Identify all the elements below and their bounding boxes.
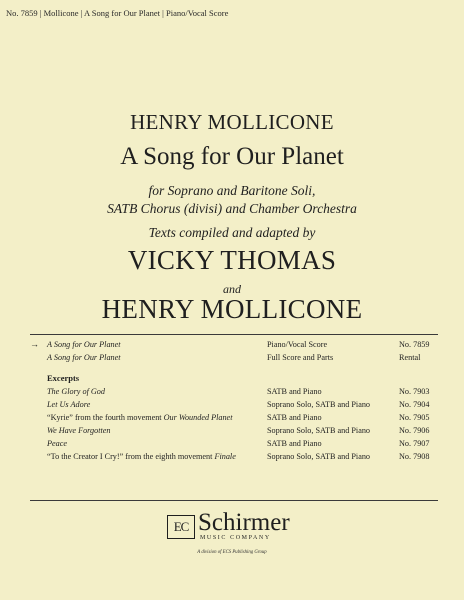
excerpt-title: The Glory of God bbox=[47, 387, 105, 396]
excerpt-voicing: Soprano Solo, SATB and Piano bbox=[267, 452, 371, 461]
excerpt-row bbox=[0, 413, 464, 425]
catalog-voicing: Piano/Vocal Score bbox=[267, 340, 328, 349]
excerpt-title: We Have Forgotten bbox=[47, 426, 111, 435]
publisher-logo bbox=[167, 509, 307, 549]
logo-rule bbox=[30, 500, 438, 501]
text-coauthor: HENRY MOLLICONE bbox=[101, 294, 363, 324]
excerpt-row bbox=[0, 387, 464, 399]
composer-name: HENRY MOLLICONE bbox=[130, 110, 334, 134]
excerpt-number: No. 7903 bbox=[399, 387, 430, 396]
excerpt-number: No. 7908 bbox=[399, 452, 430, 461]
catalog-title: A Song for Our Planet bbox=[47, 340, 121, 349]
text-author: VICKY THOMAS bbox=[127, 245, 337, 275]
publisher-subline: MUSIC COMPANY bbox=[200, 535, 271, 541]
scoring-line-1: for Soprano and Baritone Soli, bbox=[148, 183, 316, 198]
excerpt-number: No. 7904 bbox=[399, 400, 430, 409]
excerpt-title: “Kyrie” from the fourth movement Our Wounded Planet bbox=[47, 413, 233, 422]
excerpt-row bbox=[0, 452, 464, 464]
excerpt-number: No. 7906 bbox=[399, 426, 430, 435]
excerpt-number: No. 7905 bbox=[399, 413, 430, 422]
catalog-number: No. 7859 bbox=[399, 340, 430, 349]
and-conjunction: and bbox=[223, 282, 241, 296]
excerpt-voicing: Soprano Solo, SATB and Piano bbox=[267, 426, 371, 435]
excerpt-title: Let Us Adore bbox=[47, 400, 91, 409]
excerpt-row bbox=[0, 426, 464, 438]
excerpt-voicing: SATB and Piano bbox=[267, 413, 322, 422]
texts-credit: Texts compiled and adapted by bbox=[148, 225, 316, 240]
excerpt-row bbox=[0, 400, 464, 412]
excerpts-heading: Excerpts bbox=[47, 373, 80, 383]
catalog-number: Rental bbox=[399, 353, 421, 362]
ec-monogram: EC bbox=[167, 515, 195, 539]
scoring-line-2: SATB Chorus (divisi) and Chamber Orchestra bbox=[107, 201, 357, 216]
excerpt-title: “To the Creator I Cry!” from the eighth movement Finale bbox=[47, 452, 236, 461]
catalog-top-rule bbox=[30, 334, 438, 335]
excerpt-voicing: SATB and Piano bbox=[267, 439, 322, 448]
catalog-header: No. 7859 | Mollicone | A Song for Our Planet | Piano/Vocal Score bbox=[6, 8, 229, 18]
excerpt-row bbox=[0, 439, 464, 451]
catalog-row bbox=[0, 340, 464, 352]
work-title: A Song for Our Planet bbox=[120, 143, 344, 170]
catalog-row bbox=[0, 353, 464, 365]
catalog-voicing: Full Score and Parts bbox=[267, 353, 334, 362]
catalog-title: A Song for Our Planet bbox=[47, 353, 121, 362]
publisher-division: A division of ECS Publishing Group bbox=[197, 550, 267, 555]
excerpt-title: Peace bbox=[47, 439, 67, 448]
excerpt-number: No. 7907 bbox=[399, 439, 430, 448]
excerpt-voicing: SATB and Piano bbox=[267, 387, 322, 396]
publisher-name: Schirmer bbox=[198, 509, 290, 536]
arrow-right-icon: → bbox=[30, 339, 39, 349]
excerpt-voicing: Soprano Solo, SATB and Piano bbox=[267, 400, 371, 409]
